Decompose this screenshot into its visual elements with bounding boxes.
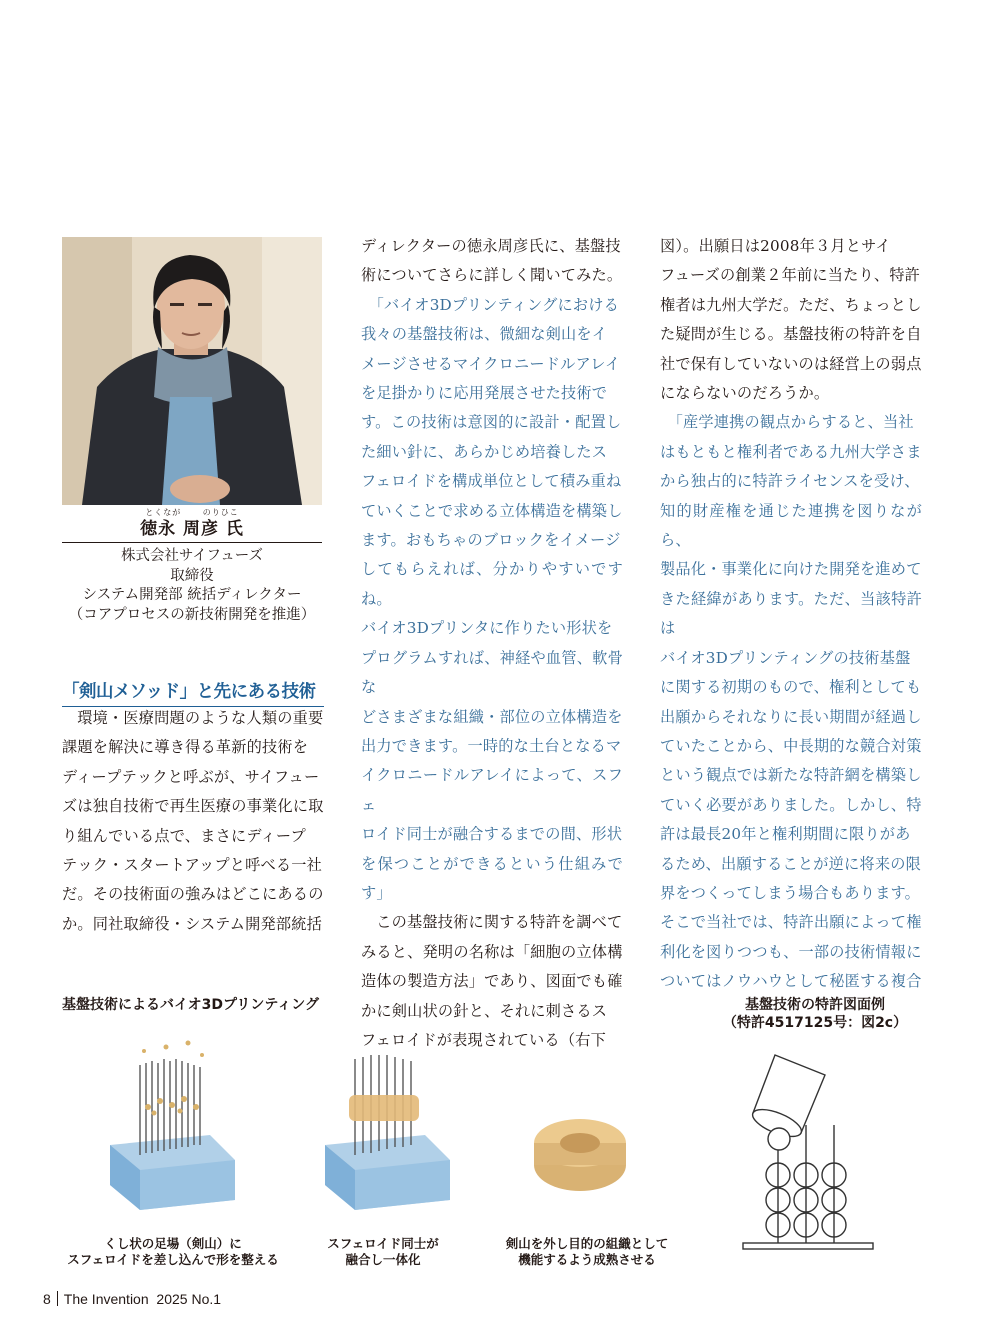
text-line: 我々の基盤技術は、微細な剣山をイ (361, 325, 608, 344)
caption-line: 剣山を外し目的の組織として (505, 1236, 669, 1251)
text-line: 術についてさらに詳しく聞いてみた。 (361, 266, 623, 285)
column-2 (361, 232, 623, 1055)
text-line: に関する初期のもので、権利としても (660, 678, 922, 697)
ruby-family: とくなが (145, 508, 182, 517)
text-line: を足掛かりに応用発展させた技術で (361, 384, 608, 403)
affiliation-role-note: （コアプロセスの新技術開発を推進） (68, 606, 316, 623)
patent-figure-number-line: （特許4517125号：図2c） (722, 1015, 908, 1031)
text-line: かに剣山状の針と、それに刺さるス (361, 1001, 608, 1020)
text-line: 造体の製造方法」であり、図面でも確 (361, 972, 623, 991)
affiliation-department: システム開発部 統括ディレクター (82, 587, 302, 603)
text-line: 出願からそれなりに長い期間が経過し (660, 707, 922, 726)
text-line: ていたことから、中長期的な競合対策 (660, 736, 922, 755)
text-line: 「産学連携の観点からすると、当社 (667, 413, 914, 432)
ruby-given: のりひこ (202, 508, 239, 517)
portrait-illustration (62, 237, 322, 505)
text-line: メージさせるマイクロニードルアレイ (361, 354, 621, 373)
text-line: ディープテックと呼ぶが、サイフュー (62, 767, 320, 786)
footer-divider (57, 1291, 58, 1306)
portrait-photo (62, 237, 322, 505)
figure-caption-3 (492, 1236, 682, 1268)
column-3 (660, 232, 922, 997)
text-line: ます。おもちゃのブロックをイメージ (361, 531, 621, 550)
issue-number: 2025 No.1 (156, 1291, 222, 1307)
page-number: 8 (43, 1291, 51, 1307)
needle-array-stage-2 (325, 1055, 450, 1210)
text-line: から独占的に特許ライセンスを受け、 (660, 472, 920, 491)
text-line: してもらえれば、分かりやすいですね。 (361, 560, 623, 608)
figure-caption-2 (312, 1236, 454, 1268)
needle-array-stage-1 (110, 1041, 235, 1211)
text-line: ディレクターの徳永周彦氏に、基盤技 (361, 237, 621, 255)
text-line: フェロイドが表現されている（右下 (361, 1030, 606, 1049)
text-line: きた経緯があります。ただ、当該特許は (660, 589, 922, 638)
affiliation-title: 取締役 (170, 567, 214, 584)
text-line: た細い針に、あらかじめ培養したス (361, 442, 608, 461)
text-line: はもともと権利者である九州大学さま (660, 442, 922, 461)
text-line: プログラムすれば、神経や血管、軟骨な (361, 648, 623, 697)
text-line: ロイド同士が融合するまでの間、形状 (361, 825, 623, 844)
text-line: 利化を図りつつも、一部の技術情報に (660, 942, 922, 961)
name-ruby (62, 508, 322, 518)
text-line: り組んでいる点で、まさにディープ (62, 826, 306, 845)
column-1 (62, 676, 324, 939)
text-line: 「バイオ3Dプリンティングにおける (368, 295, 620, 314)
text-line: 知的財産権を通じた連携を図りながら、 (660, 501, 922, 550)
quote-block (361, 291, 623, 909)
text-line: るため、出願することが逆に将来の限 (660, 854, 921, 873)
text-line: 出力できます。一時的な土台となるマ (361, 736, 622, 755)
portrait-caption (62, 508, 322, 625)
affiliation (62, 547, 322, 625)
text-line: 環境・医療問題のような人類の重要 (77, 709, 324, 727)
bioprinting-process-illustration (100, 1035, 660, 1235)
text-line: 社で保有していないのは経営上の弱点 (660, 354, 922, 373)
text-line: にならないのだろうか。 (660, 384, 830, 403)
text-line: 許は最長20年と権利期間に限りがあ (660, 825, 911, 844)
text-line: 課題を解決に導き得る革新的技術を (62, 738, 309, 757)
text-line: ズは独自技術で再生医療の事業化に取 (62, 797, 324, 816)
quote-block (660, 408, 922, 996)
text-line: フューズの創業２年前に当たり、特許 (660, 266, 921, 285)
text-line: という観点では新たな特許網を構築し (660, 766, 922, 785)
text-line: ていく必要がありました。しかし、特 (660, 795, 922, 814)
caption-line: スフェロイドを差し込んで形を整える (67, 1252, 279, 1267)
text-line: ていくことで求める立体構造を構築し (361, 501, 623, 520)
section-heading: 「剣山メソッド」と先にある技術 (62, 678, 324, 707)
text-line: フェロイドを構成単位として積み重ね (361, 472, 622, 491)
caption-line: 機能するよう成熟させる (518, 1252, 656, 1267)
matured-tissue-ring (534, 1119, 626, 1191)
text-line: ついてはノウハウとして秘匿する複合 (660, 972, 922, 991)
caption-line: くし状の足場（剣山）に (104, 1236, 242, 1251)
text-line: バイオ3Dプリンタに作りたい形状を (361, 619, 613, 638)
text-line: 界をつくってしまう場合もあります。 (660, 883, 921, 902)
patent-figure-title-line: 基盤技術の特許図面例 (745, 997, 885, 1013)
text-line: テック・スタートアップと呼べる一社 (62, 856, 323, 875)
caption-line: スフェロイド同士が (327, 1236, 439, 1251)
text-line: そこで当社では、特許出願によって権 (660, 913, 922, 932)
person-name: 徳永 周彦 氏 (62, 518, 322, 543)
patent-drawing (735, 1045, 895, 1260)
figure-patent-title (715, 996, 915, 1032)
text-line: だ。その技術面の強みはどこにあるの (62, 885, 324, 904)
text-line: 図）。出願日は2008年３月とサイ (660, 237, 891, 255)
text-line: どさまざまな組織・部位の立体構造を (361, 707, 623, 726)
text-line: 権者は九州大学だ。ただ、ちょっとし (660, 295, 922, 314)
affiliation-company: 株式会社サイフューズ (120, 548, 264, 564)
text-line: 製品化・事業化に向けた開発を進めて (660, 560, 922, 579)
text-line: バイオ3Dプリンティングの技術基盤 (660, 648, 911, 667)
text-line: を保つことができるという仕組みです」 (361, 854, 623, 902)
text-line: イクロニードルアレイによって、スフェ (361, 766, 623, 814)
text-line: す。この技術は意図的に設計・配置し (361, 413, 622, 432)
figure-process-title: 基盤技術によるバイオ3Dプリンティング (62, 997, 319, 1013)
text-line: この基盤技術に関する特許を調べて (376, 913, 623, 932)
text-line: みると、発明の名称は「細胞の立体構 (361, 942, 623, 961)
figure-caption-1 (62, 1236, 284, 1268)
caption-line: 融合し一体化 (345, 1252, 421, 1267)
text-line: か。同社取締役・システム開発部統括 (62, 914, 323, 933)
magazine-title: The Invention (63, 1291, 149, 1307)
page-footer (43, 1291, 221, 1307)
text-line: た疑問が生じる。基盤技術の特許を自 (660, 325, 922, 344)
